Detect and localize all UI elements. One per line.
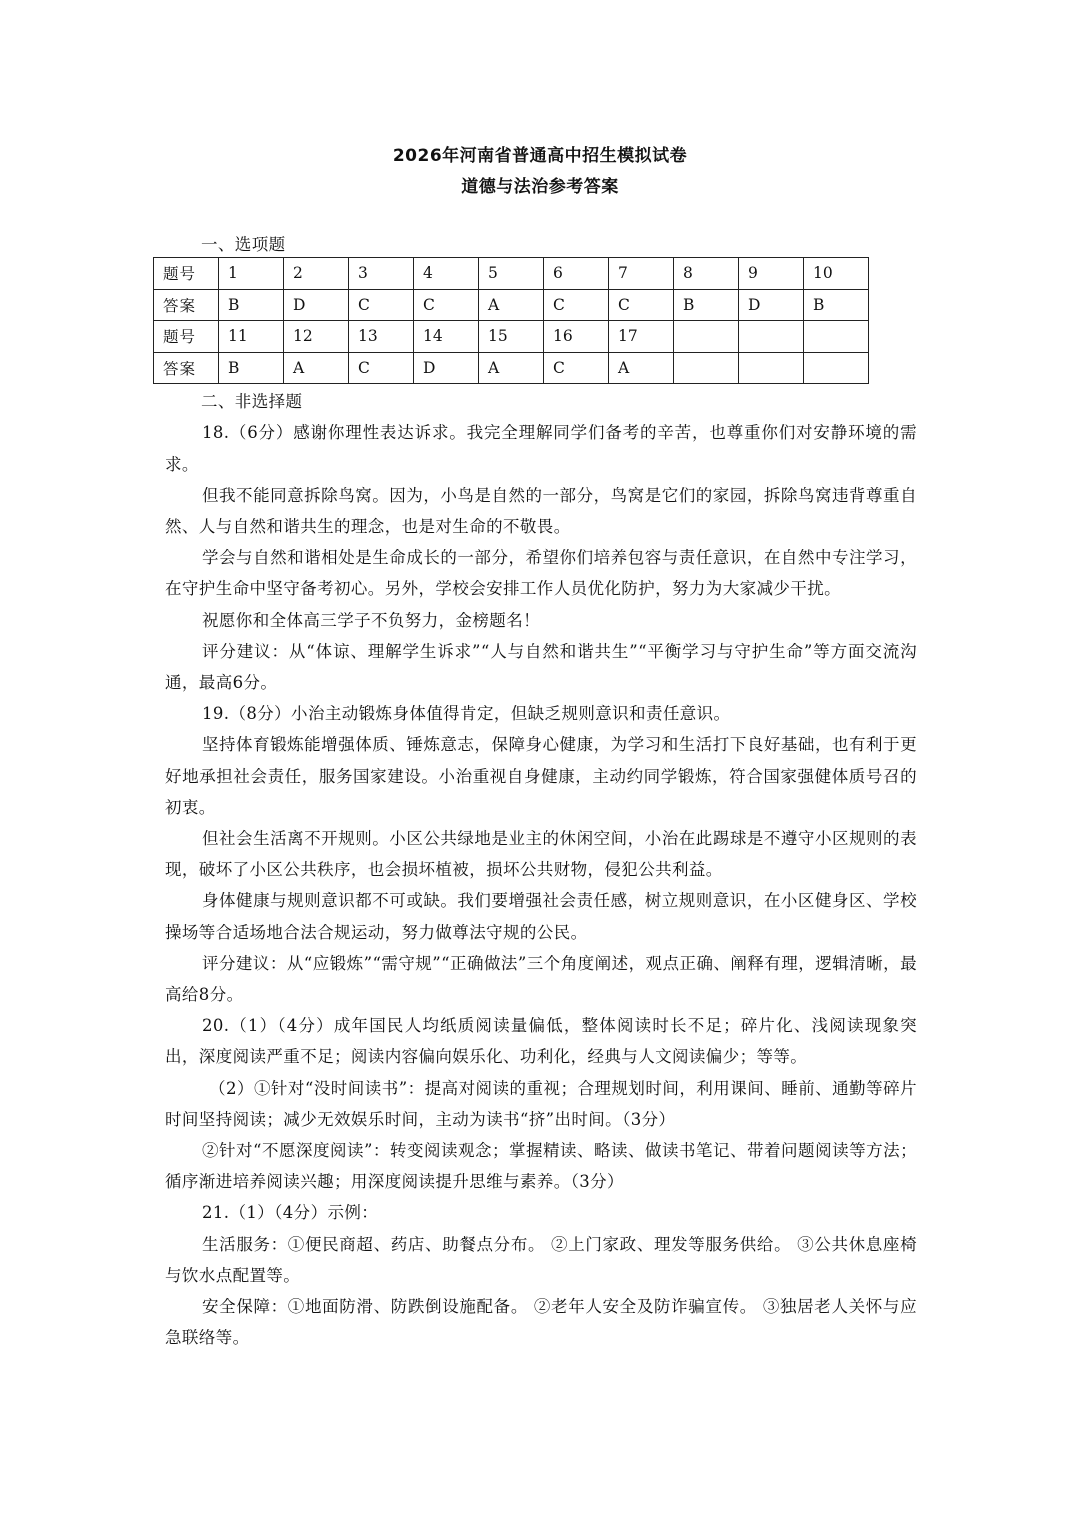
table-cell: C [609, 289, 674, 321]
answer-paragraph: ②针对“不愿深度阅读”：转变阅读观念；掌握精读、略读、做读书笔记、带着问题阅读等方法；循序渐进培养阅读兴趣；用深度阅读提升思维与素养。（3分） [165, 1141, 917, 1192]
answer-paragraph: 但社会生活离不开规则。小区公共绿地是业主的休闲空间，小治在此踢球是不遵守小区规则的表现，破坏了小区公共秩序，也会损坏植被，损坏公共财物，侵犯公共利益。 [165, 829, 917, 880]
table-cell: 9 [739, 258, 804, 290]
answer-paragraph: 身体健康与规则意识都不可或缺。我们要增强社会责任感，树立规则意识，在小区健身区、学校操场等合适场地合法合规运动，努力做尊法守规的公民。 [165, 891, 917, 942]
table-cell: 10 [804, 258, 869, 290]
table-cell: D [284, 289, 349, 321]
table-cell: 6 [544, 258, 609, 290]
table-cell: 1 [219, 258, 284, 290]
answer-paragraph: 19.（8分）小治主动锻炼身体值得肯定，但缺乏规则意识和责任意识。 [202, 704, 731, 724]
table-cell: A [479, 352, 544, 384]
table-row-header: 答案 [154, 352, 219, 384]
table-cell: C [414, 289, 479, 321]
table-cell: 11 [219, 321, 284, 353]
table-cell: 4 [414, 258, 479, 290]
table-cell: D [739, 289, 804, 321]
table-cell: B [804, 289, 869, 321]
table-cell: D [414, 352, 479, 384]
answer-paragraph: 18.（6分）感谢你理性表达诉求。我完全理解同学们备考的辛苦，也尊重你们对安静环境的需求。 [165, 423, 917, 474]
table-row-header: 答案 [154, 289, 219, 321]
answer-paragraph: 生活服务：①便民商超、药店、助餐点分布。 ②上门家政、理发等服务供给。 ③公共休息座椅与饮水点配置等。 [165, 1234, 917, 1285]
table-cell: B [219, 289, 284, 321]
table-cell: C [349, 289, 414, 321]
table-row-header: 题号 [154, 258, 219, 290]
table-cell: 14 [414, 321, 479, 353]
table-cell: 16 [544, 321, 609, 353]
table-cell: B [219, 352, 284, 384]
table-cell: 8 [674, 258, 739, 290]
table-cell: 5 [479, 258, 544, 290]
answer-paragraph: 安全保障：①地面防滑、防跌倒设施配备。 ②老年人安全及防诈骗宣传。 ③独居老人关怀与应急联络等。 [165, 1297, 917, 1348]
document-title: 2026年河南省普通高中招生模拟试卷 [392, 146, 688, 166]
section-heading-choice: 一、选项题 [201, 235, 286, 254]
table-cell: 13 [349, 321, 414, 353]
table-cell: C [544, 352, 609, 384]
table-cell: 12 [284, 321, 349, 353]
document-subtitle: 道德与法治参考答案 [461, 177, 619, 197]
table-row-header: 题号 [154, 321, 219, 353]
section-heading-nonchoice: 二、非选择题 [201, 392, 303, 412]
answer-paragraph: 20.（1）（4分）成年国民人均纸质阅读量偏低，整体阅读时长不足；碎片化、浅阅读现象突出，深度阅读严重不足；阅读内容偏向娱乐化、功利化，经典与人文阅读偏少；等等。 [165, 1016, 917, 1067]
answer-paragraph: 祝愿你和全体高三学子不负努力，金榜题名！ [202, 610, 540, 630]
table-cell: 7 [609, 258, 674, 290]
table-cell: 3 [349, 258, 414, 290]
answer-paragraph: 评分建议：从“体谅、理解学生诉求”“人与自然和谐共生”“平衡学习与守护生命”等方面交流沟通，最高6分。 [165, 641, 917, 693]
answer-content [165, 229, 917, 1354]
table-cell: A [609, 352, 674, 384]
answer-paragraph: 但我不能同意拆除鸟窝。因为，小鸟是自然的一部分，鸟窝是它们的家园，拆除鸟窝违背尊重自然、人与自然和谐共生的理念，也是对生命的不敬畏。 [165, 485, 917, 537]
answer-paragraph: （2）①针对“没时间读书”：提高对阅读的重视；合理规划时间，利用课间、睡前、通勤等碎片时间坚持阅读；减少无效娱乐时间，主动为读书“挤”出时间。（3分） [165, 1078, 917, 1129]
answer-paragraph: 坚持体育锻炼能增强体质、锤炼意志，保障身心健康，为学习和生活打下良好基础，也有利于更好地承担社会责任，服务国家建设。小治重视自身健康，主动约同学锻炼，符合国家强健体质号召的初衷。 [165, 735, 917, 817]
table-cell: C [544, 289, 609, 321]
table-cell: 15 [479, 321, 544, 353]
table-cell: 2 [284, 258, 349, 290]
table-cell: B [674, 289, 739, 321]
answer-paragraph: 21.（1）（4分）示例： [202, 1203, 379, 1223]
answer-paragraph: 学会与自然和谐相处是生命成长的一部分，希望你们培养包容与责任意识，在自然中专注学习，在守护生命中坚守备考初心。另外，学校会安排工作人员优化防护，努力为大家减少干扰。 [165, 548, 917, 599]
table-cell: A [284, 352, 349, 384]
table-cell: C [349, 352, 414, 384]
table-cell: 17 [609, 321, 674, 353]
answer-paragraph: 评分建议：从“应锻炼”“需守规”“正确做法”三个角度阐述，观点正确、阐释有理，逻辑清晰，最高给8分。 [165, 953, 917, 1005]
table-cell: A [479, 289, 544, 321]
